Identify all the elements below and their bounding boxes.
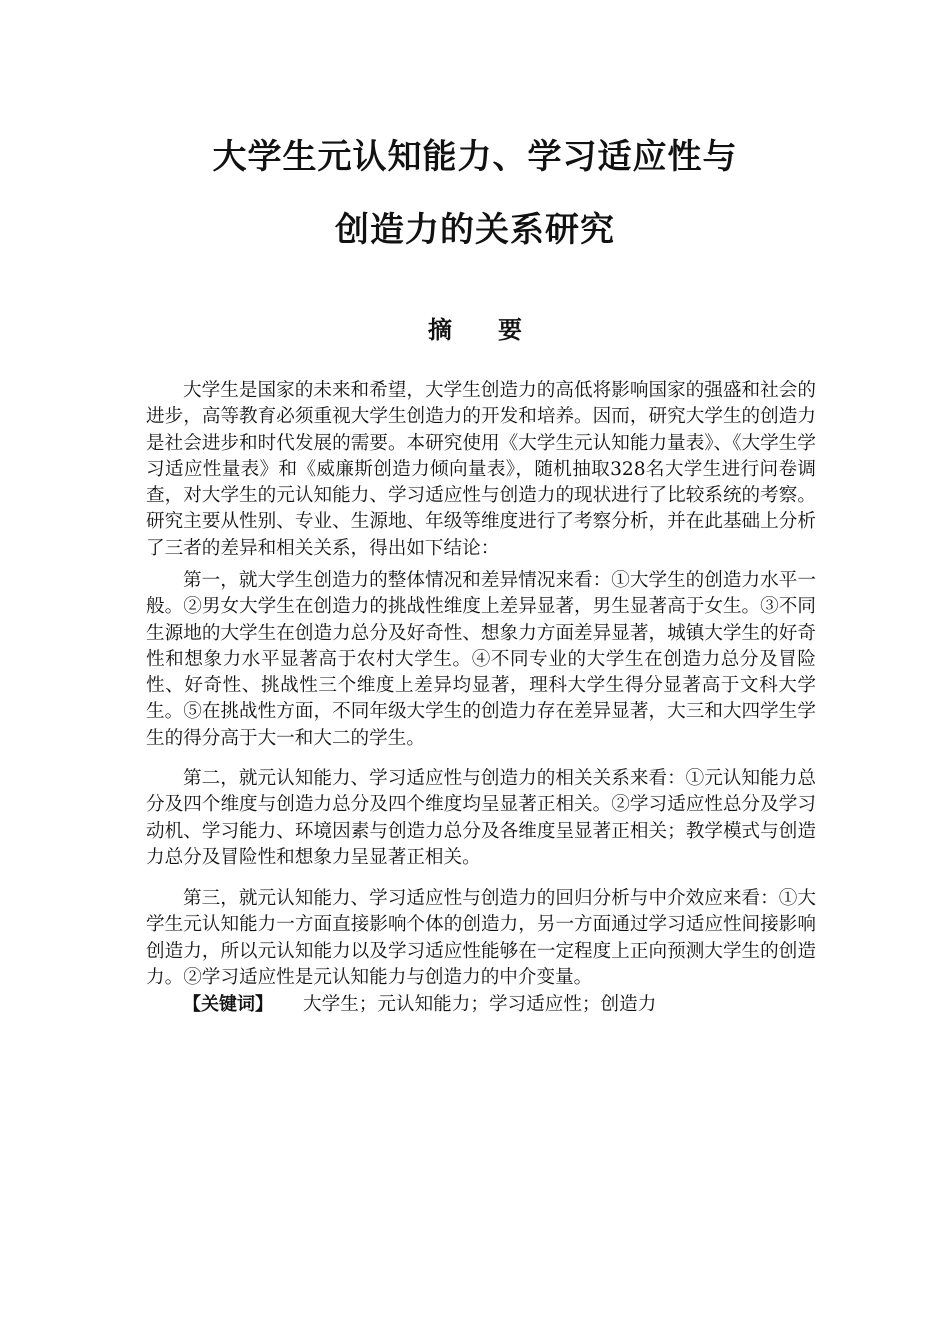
keywords-line xyxy=(183,992,823,1018)
abstract-heading xyxy=(0,314,950,346)
paper-title-line-2: 创造力的关系研究 xyxy=(335,210,615,250)
abstract-heading-part1: 摘 xyxy=(428,316,452,344)
abstract-paragraph-3: 第二，就元认知能力、学习适应性与创造力的相关关系来看：①元认知能力总分及四个维度与创造力总分及四个维度均呈显著正相关。②学习适应性总分及学习动机、学习能力、环境因素与创造力总分及各维度呈显著正相关；教学模式与创造力总分及冒险性和想象力呈显著正相关。 xyxy=(146,768,816,868)
abstract-paragraph-2: 第一，就大学生创造力的整体情况和差异情况来看：①大学生的创造力水平一般。②男女大学生在创造力的挑战性维度上差异显著，男生显著高于女生。③不同生源地的大学生在创造力总分及好奇性、想象力方面差异显著，城镇大学生的好奇性和想象力水平显著高于农村大学生。④不同专业的大学生在创造力总分及冒险性、好奇性、挑战性三个维度上差异均显著，理科大学生得分显著高于文科大学生。⑤在挑战性方面，不同年级大学生的创造力存在差异显著，大三和大四学生学生的得分高于大一和大二的学生。 xyxy=(146,570,816,749)
abstract-paragraph-1: 大学生是国家的未来和希望，大学生创造力的高低将影响国家的强盛和社会的进步，高等教育必须重视大学生创造力的开发和培养。因而，研究大学生的创造力是社会进步和时代发展的需要。本研究使用《大学生元认知能力量表》、《大学生学习适应性量表》和《威廉斯创造力倾向量表》，随机抽取328名大学生进行问卷调查，对大学生的元认知能力、学习适应性与创造力的现状进行了比较系统的考察。研究主要从性别、专业、生源地、年级等维度进行了考察分析，并在此基础上分析了三者的差异和相关关系，得出如下结论： xyxy=(146,380,816,559)
keywords-label: 【关键词】 xyxy=(183,994,273,1015)
abstract-paragraph-4: 第三，就元认知能力、学习适应性与创造力的回归分析与中介效应来看：①大学生元认知能力一方面直接影响个体的创造力，另一方面通过学习适应性间接影响创造力，所以元认知能力以及学习适应性能够在一定程度上正向预测大学生的创造力。②学习适应性是元认知能力与创造力的中介变量。 xyxy=(146,888,816,988)
paper-title-line-1: 大学生元认知能力、学习适应性与 xyxy=(212,137,738,177)
abstract-heading-part2: 要 xyxy=(498,316,522,344)
keywords-text: 大学生；元认知能力；学习适应性；创造力 xyxy=(303,994,657,1015)
